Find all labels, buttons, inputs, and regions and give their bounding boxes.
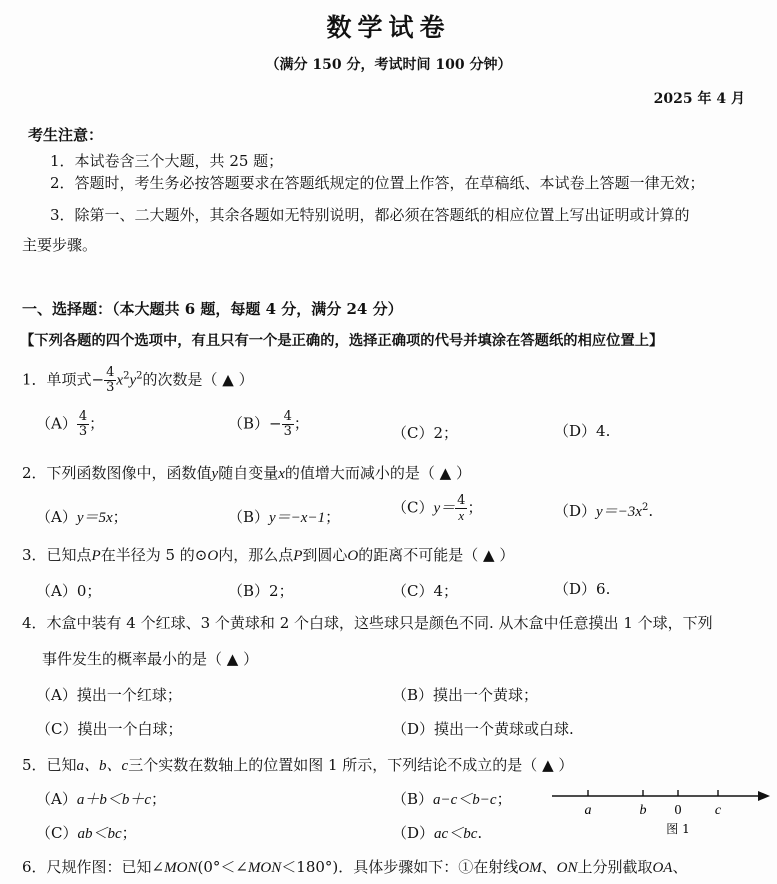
q5-a-label: （A）: [36, 790, 77, 808]
q2-stem-y: y: [211, 466, 219, 482]
q1-frac-den: 3: [106, 380, 115, 395]
q2-option-c[interactable]: [392, 494, 482, 523]
question-2-stem: [22, 462, 471, 483]
figure-1-caption: 图 1: [666, 822, 690, 836]
q3-stem-3: 内，那么点: [218, 546, 294, 564]
q1-exp-y: 2: [136, 370, 143, 382]
q5-b-expr: a−c＜b−c: [433, 792, 497, 808]
question-3-stem: [22, 544, 514, 565]
q5-b-tail: ；: [496, 790, 512, 808]
q1-a-fraction: [77, 410, 89, 439]
q1-option-d[interactable]: （D）4.: [554, 422, 611, 440]
exam-date: 2025 年 4 月: [653, 91, 745, 107]
q1-frac-num: 4: [106, 365, 115, 380]
q5-a-tail: ；: [151, 790, 167, 808]
q3-stem-o: O: [207, 548, 219, 564]
q2-stem-x: x: [278, 466, 285, 482]
q5-stem-vars: a、b、c: [76, 758, 129, 774]
notice-item-3: 3．除第一、二大题外，其余各题如无特别说明，都必须在答题纸的相应位置上写出证明或计算的: [50, 206, 690, 224]
q2-d-exp: 2: [641, 502, 649, 513]
q6-stem-om: OM: [518, 860, 542, 876]
q5-c-tail: ；: [121, 824, 137, 842]
q2-c-tail: ；: [467, 498, 483, 517]
q3-stem-p: P: [91, 548, 101, 564]
q4-option-b[interactable]: （B）摸出一个黄球；: [392, 686, 539, 704]
q6-stem-4: 、: [541, 858, 557, 876]
question-4-stem-line2: 事件发生的概率最小的是（ ▲ ）: [42, 650, 259, 668]
q1-var-y: y: [129, 372, 137, 389]
q1-a-label: （A）: [36, 414, 77, 433]
q2-c-fraction: [455, 494, 467, 523]
q2-d-label: （D）: [554, 502, 597, 520]
question-1-stem: [22, 366, 254, 395]
q6-stem-on: ON: [556, 860, 578, 876]
q1-option-b[interactable]: [228, 410, 309, 439]
q2-b-label: （B）: [228, 508, 270, 526]
number-line-arrow: [758, 791, 770, 801]
q5-d-expr: ac＜bc: [434, 826, 478, 842]
q5-option-d[interactable]: [392, 822, 482, 843]
q1-option-c[interactable]: （C）2；: [392, 424, 459, 442]
q1-a-num: 4: [78, 409, 88, 424]
q5-option-b[interactable]: [392, 788, 512, 809]
notice-item-3-cont: 主要步骤。: [22, 236, 98, 254]
q4-option-d[interactable]: （D）摸出一个黄球或白球.: [392, 720, 574, 738]
section-instruction: 【下列各题的四个选项中，有且只有一个是正确的，选择正确项的代号并填涂在答题纸的相应位置上】: [20, 333, 664, 349]
label-a: a: [584, 803, 592, 818]
q6-stem-6: 、: [672, 858, 688, 876]
q5-d-tail: .: [477, 824, 483, 842]
q3-option-b[interactable]: （B）2；: [228, 582, 294, 600]
q1-b-label: （B）: [228, 414, 270, 433]
question-4-stem-line1: 4．木盒中装有 4 个红球、3 个黄球和 2 个白球，这些球只是颜色不同. 从木盒中任意摸出 1 个球，下列: [22, 614, 713, 632]
q6-stem-mon: MON: [164, 860, 198, 876]
q1-b-minus: −: [269, 414, 282, 433]
q2-d-tail: .: [648, 502, 654, 520]
q2-b-expr: y＝−x−1: [269, 510, 326, 526]
q2-c-num: 4: [457, 493, 466, 508]
q1-minus: −: [91, 370, 105, 389]
q2-c-label: （C）: [392, 498, 434, 517]
q1-b-num: 4: [283, 409, 292, 424]
q5-b-label: （B）: [392, 790, 434, 808]
q3-stem-o2: O: [347, 548, 359, 564]
label-c: c: [714, 803, 722, 818]
q1-option-a[interactable]: [36, 410, 104, 439]
q1-a-tail: ；: [89, 414, 105, 433]
question-6-stem: [22, 856, 687, 877]
q3-stem-5: 的距离不可能是（ ▲ ）: [358, 546, 515, 564]
q6-stem-5: 上分别截取: [577, 858, 653, 876]
notice-heading: 考生注意：: [28, 126, 104, 144]
question-5-stem: [22, 754, 573, 775]
q1-suffix: 的次数是（ ▲ ）: [142, 370, 254, 389]
q6-stem-1: 6．尺规作图：已知∠: [22, 858, 165, 876]
q5-stem-1: 5．已知: [22, 756, 77, 774]
section-heading: 一、选择题：（本大题共 6 题，每题 4 分，满分 24 分）: [22, 300, 403, 318]
q1-prefix: 1．单项式: [22, 370, 92, 389]
q4-option-c[interactable]: （C）摸出一个白球；: [36, 720, 183, 738]
notice-item-1: 1．本试卷含三个大题，共 25 题；: [50, 152, 284, 170]
q5-c-label: （C）: [36, 824, 78, 842]
q3-stem-2: 在半径为 5 的⊙: [100, 546, 208, 564]
q5-stem-2: 三个实数在数轴上的位置如图 1 所示，下列结论不成立的是（ ▲ ）: [128, 756, 574, 774]
q2-stem-2: 随自变量: [218, 464, 279, 482]
q2-b-tail: ；: [325, 508, 341, 526]
q2-d-expr: y＝−3x: [596, 504, 642, 520]
q2-stem-1: 2．下列函数图像中，函数值: [22, 464, 212, 482]
q5-option-c[interactable]: [36, 822, 137, 843]
q5-option-a[interactable]: [36, 788, 166, 809]
q6-stem-oa: OA: [652, 860, 673, 876]
page-title: 数学试卷: [326, 13, 451, 42]
exam-subtitle: （满分 150 分，考试时间 100 分钟）: [265, 57, 512, 73]
q3-option-a[interactable]: （A）0；: [36, 582, 102, 600]
label-b: b: [639, 803, 647, 818]
q6-stem-2: (0°＜∠: [197, 858, 248, 876]
q5-c-expr: ab＜bc: [77, 826, 122, 842]
q4-option-a[interactable]: （A）摸出一个红球；: [36, 686, 182, 704]
q1-var-x: x: [116, 372, 124, 389]
q1-b-tail: ；: [293, 414, 309, 433]
q2-option-a[interactable]: [36, 506, 128, 527]
q2-stem-3: 的值增大而减小的是（ ▲ ）: [284, 464, 471, 482]
q1-a-den: 3: [78, 424, 88, 439]
q2-option-d[interactable]: [554, 500, 653, 521]
q1-b-den: 3: [283, 424, 292, 439]
q1-exp-x: 2: [123, 370, 130, 382]
figure-1-number-line: [548, 784, 772, 836]
label-0: 0: [674, 803, 682, 818]
q3-stem-4: 到圆心: [302, 546, 348, 564]
q3-option-c[interactable]: （C）4；: [392, 582, 459, 600]
q6-stem-3: ＜180°)．具体步骤如下：①在射线: [281, 858, 519, 876]
q3-option-d[interactable]: （D）6.: [554, 580, 611, 598]
q1-fraction: [104, 366, 116, 395]
q1-b-fraction: [282, 410, 294, 439]
q2-a-expr: y＝5x: [76, 510, 113, 526]
q2-a-tail: ；: [112, 508, 128, 526]
q3-stem-1: 3．已知点: [22, 546, 92, 564]
q2-option-b[interactable]: [228, 506, 340, 527]
q2-c-lhs: y＝: [433, 500, 456, 517]
notice-item-2: 2．答题时，考生务必按答题要求在答题纸规定的位置上作答，在草稿纸、本试卷上答题一律无效；: [50, 174, 705, 192]
q6-stem-mon2: MON: [247, 860, 282, 876]
q2-a-label: （A）: [36, 508, 77, 526]
q2-c-den: x: [458, 508, 465, 523]
q5-a-expr: a＋b＜b＋c: [76, 792, 152, 808]
q3-stem-p2: P: [293, 548, 303, 564]
q5-d-label: （D）: [392, 824, 435, 842]
